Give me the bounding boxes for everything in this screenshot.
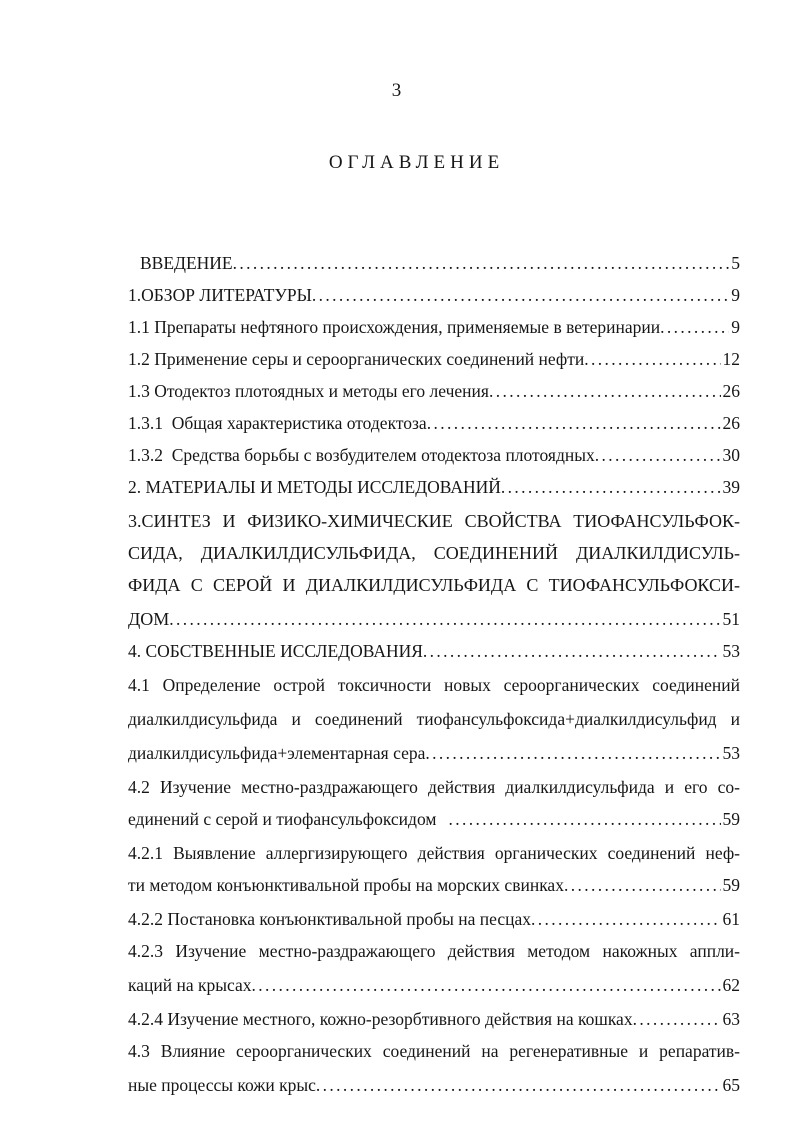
toc-entry-4-2-1-line-1[interactable]: 4.2.1 Выявление аллергизирующего действия органических соединений неф- — [128, 843, 740, 863]
toc-entry-text: 2. МАТЕРИАЛЫ И МЕТОДЫ ИССЛЕДОВАНИЙ — [128, 477, 501, 497]
toc-entry-text: 1.2 Применение серы и сероорганических соединений нефти — [128, 349, 585, 369]
dot-leader — [633, 1004, 721, 1034]
dot-leader — [423, 636, 721, 666]
dot-leader — [564, 870, 721, 900]
toc-entry-1-1[interactable] — [128, 312, 740, 342]
toc-entry-introduction[interactable] — [140, 248, 740, 278]
dot-leader — [436, 804, 720, 834]
toc-entry-1-3[interactable] — [128, 376, 740, 406]
dot-leader — [501, 472, 721, 502]
toc-entry-page: 39 — [722, 477, 740, 497]
toc-entry-text: 4.2.2 Постановка конъюнктивальной пробы на песцах — [128, 909, 532, 929]
toc-entry-text: ные процессы кожи крыс — [128, 1075, 316, 1095]
toc-entry-4-2-3-line-1[interactable]: 4.2.3 Изучение местно-раздражающего действия методом накожных аппли- — [128, 941, 740, 961]
toc-entry-text: 1.3.2 Средства борьбы с возбудителем отодектоза плотоядных — [128, 445, 595, 465]
dot-leader — [312, 280, 729, 310]
dot-leader — [660, 312, 729, 342]
toc-entry-4-2-4[interactable] — [128, 1004, 740, 1034]
toc-entry-1-3-1[interactable] — [128, 408, 740, 438]
dot-leader — [489, 376, 721, 406]
toc-entry-3-line-4[interactable] — [128, 604, 740, 634]
toc-entry-text: 1.ОБЗОР ЛИТЕРАТУРЫ — [128, 285, 312, 305]
dot-leader — [169, 604, 720, 634]
dot-leader — [427, 408, 721, 438]
toc-entry-page: 51 — [722, 609, 740, 629]
toc-entry-page: 59 — [722, 875, 740, 895]
toc-entry-4-2-line-2[interactable] — [128, 804, 740, 834]
toc-entry-page: 53 — [722, 641, 740, 661]
toc-entry-page: 61 — [722, 909, 740, 929]
toc-entry-1-2[interactable] — [128, 344, 740, 374]
toc-entry-text: 4.2.4 Изучение местного, кожно-резорбтивного действия на кошках — [128, 1009, 633, 1029]
toc-entry-4-2-3-line-2[interactable] — [128, 970, 740, 1000]
toc-entry-text: 1.3.1 Общая характеристика отодектоза — [128, 413, 427, 433]
toc-entry-text: диалкилдисульфида+элементарная сера — [128, 743, 426, 763]
toc-entry-page: 9 — [731, 285, 740, 305]
toc-entry-4-2-2[interactable] — [128, 904, 740, 934]
dot-leader — [316, 1070, 721, 1100]
toc-entry-1[interactable] — [128, 280, 740, 310]
toc-entry-4-1-line-1[interactable]: 4.1 Определение острой токсичности новых сероорганических соединений — [128, 675, 740, 695]
toc-entry-text: ти методом конъюнктивальной пробы на морских свинках — [128, 875, 564, 895]
dot-leader — [584, 344, 720, 374]
toc-entry-4[interactable] — [128, 636, 740, 666]
dot-leader — [595, 440, 721, 470]
toc-entry-page: 30 — [722, 445, 740, 465]
toc-entry-2[interactable] — [128, 472, 740, 502]
toc-entry-page: 26 — [722, 413, 740, 433]
toc-entry-4-3-line-1[interactable]: 4.3 Влияние сероорганических соединений на регенеративные и репаратив- — [128, 1041, 740, 1061]
toc-entry-4-1-line-3[interactable] — [128, 738, 740, 768]
dot-leader — [425, 738, 720, 768]
dot-leader — [531, 904, 720, 934]
toc-entry-page: 62 — [722, 975, 740, 995]
toc-entry-page: 65 — [722, 1075, 740, 1095]
toc-entry-page: 12 — [722, 349, 740, 369]
toc-entry-text: 1.1 Препараты нефтяного происхождения, применяемые в ветеринарии — [128, 317, 661, 337]
toc-entry-4-2-1-line-2[interactable] — [128, 870, 740, 900]
dot-leader — [233, 248, 730, 278]
toc-entry-text: ДОМ — [128, 609, 170, 629]
toc-entry-page: 59 — [722, 809, 740, 829]
dot-leader — [252, 970, 721, 1000]
toc-title: ОГЛАВЛЕНИЕ — [328, 152, 505, 173]
toc-entry-4-2-line-1[interactable]: 4.2 Изучение местно-раздражающего действия диалкилдисульфида и его со- — [128, 777, 740, 797]
toc-entry-page: 63 — [722, 1009, 740, 1029]
page-number: 3 — [391, 80, 402, 101]
toc-entry-text: 1.3 Отодектоз плотоядных и методы его лечения — [128, 381, 489, 401]
toc-entry-page: 5 — [731, 253, 740, 273]
toc-entry-page: 53 — [722, 743, 740, 763]
toc-entry-1-3-2[interactable] — [128, 440, 740, 470]
toc-entry-text: каций на крысах — [128, 975, 252, 995]
toc-entry-3-line-3[interactable]: ФИДА С СЕРОЙ И ДИАЛКИЛДИСУЛЬФИДА С ТИОФАНСУЛЬФОКСИ- — [128, 575, 740, 595]
toc-entry-page: 26 — [722, 381, 740, 401]
toc-entry-3-line-1[interactable]: 3.СИНТЕЗ И ФИЗИКО-ХИМИЧЕСКИЕ СВОЙСТВА ТИОФАНСУЛЬФОК- — [128, 511, 740, 531]
toc-entry-text: единений с серой и тиофансульфоксидом — [128, 809, 437, 829]
toc-entry-page: 9 — [731, 317, 740, 337]
toc-entry-4-1-line-2[interactable]: диалкилдисульфида и соединений тиофансульфоксида+диалкилдисульфид и — [128, 709, 740, 729]
toc-entry-3-line-2[interactable]: СИДА, ДИАЛКИЛДИСУЛЬФИДА, СОЕДИНЕНИЙ ДИАЛКИЛДИСУЛЬ- — [128, 543, 740, 563]
toc-entry-text: 4. СОБСТВЕННЫЕ ИССЛЕДОВАНИЯ — [128, 641, 423, 661]
toc-entry-text: ВВЕДЕНИЕ — [140, 253, 233, 273]
toc-entry-4-3-line-2[interactable] — [128, 1070, 740, 1100]
